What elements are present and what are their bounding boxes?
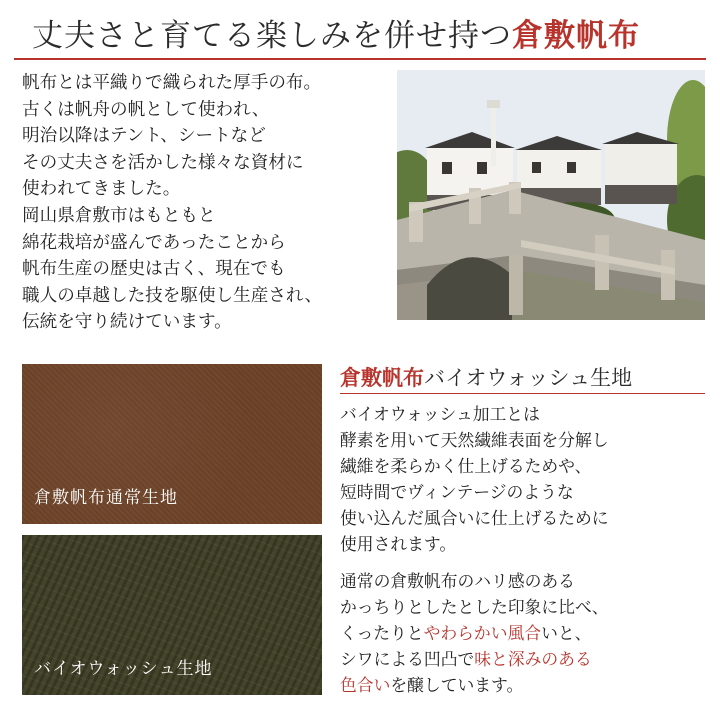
compare-line: 通常の倉敷帆布のハリ感のある (340, 571, 575, 591)
header (0, 0, 720, 56)
comparison-description (340, 568, 710, 698)
compare-line: かっちりとしたとした印象に比べ、 (340, 597, 609, 617)
compare-text: シワによる凹凸で (340, 649, 475, 669)
intro-line: 綿花栽培が盛んであったことから (22, 232, 286, 253)
swatch-label: 倉敷帆布通常生地 (34, 488, 178, 508)
intro-line: 帆布とは平織りで織られた厚手の布。 (22, 73, 322, 93)
compare-text: を醸しています。 (390, 675, 524, 695)
intro-paragraph (22, 70, 392, 336)
compare-line (340, 620, 710, 646)
bio-line: 繊維を柔らかく仕上げるためや、 (340, 456, 592, 476)
page-title (32, 10, 640, 55)
section-title (340, 362, 632, 392)
intro-line: 古くは帆舟の帆として使われ、 (22, 99, 270, 120)
compare-text: くったりと (340, 623, 424, 643)
kurashiki-bridge-photo (397, 70, 705, 320)
section-divider (340, 393, 705, 394)
page-title-accent: 倉敷帆布 (512, 18, 640, 54)
page-title-main: 丈夫さと育てる楽しみを併せ持つ (32, 18, 512, 54)
fabric-swatch-regular (22, 364, 322, 524)
fabric-swatch-biowash (22, 535, 322, 695)
bio-line: バイオウォッシュ加工とは (340, 404, 540, 424)
intro-line: 職人の卓越した技を駆使し生産され、 (22, 285, 323, 306)
compare-highlight: やわらかい風合 (423, 623, 542, 643)
compare-text: いと、 (541, 623, 592, 643)
bio-line: 使用されます。 (340, 534, 457, 554)
intro-line: 帆布生産の歴史は古く、現在でも (22, 259, 286, 280)
intro-line: 岡山県倉敷市はもともと (22, 205, 216, 226)
compare-line (340, 672, 710, 698)
intro-line: その丈夫さを活かした様々な資材に (22, 152, 304, 173)
header-divider (14, 58, 706, 60)
section-title-rest: バイオウォッシュ生地 (424, 366, 633, 390)
biowash-description (340, 401, 710, 557)
intro-line: 明治以降はテント、シートなど (22, 126, 266, 147)
intro-line: 伝統を守り続けています。 (22, 312, 232, 333)
bio-line: 酵素を用いて天然繊維表面を分解し (340, 430, 609, 450)
swatch-label: バイオウォッシュ生地 (34, 659, 213, 679)
compare-highlight: 色合い (340, 675, 391, 695)
intro-line: 使われてきました。 (22, 179, 181, 200)
section-title-accent: 倉敷帆布 (340, 365, 424, 390)
bio-line: 短時間でヴィンテージのような (340, 482, 574, 502)
compare-line (340, 646, 710, 672)
bio-line: 使い込んだ風合いに仕上げるために (340, 508, 609, 528)
compare-highlight: 味と深みのある (474, 649, 592, 669)
